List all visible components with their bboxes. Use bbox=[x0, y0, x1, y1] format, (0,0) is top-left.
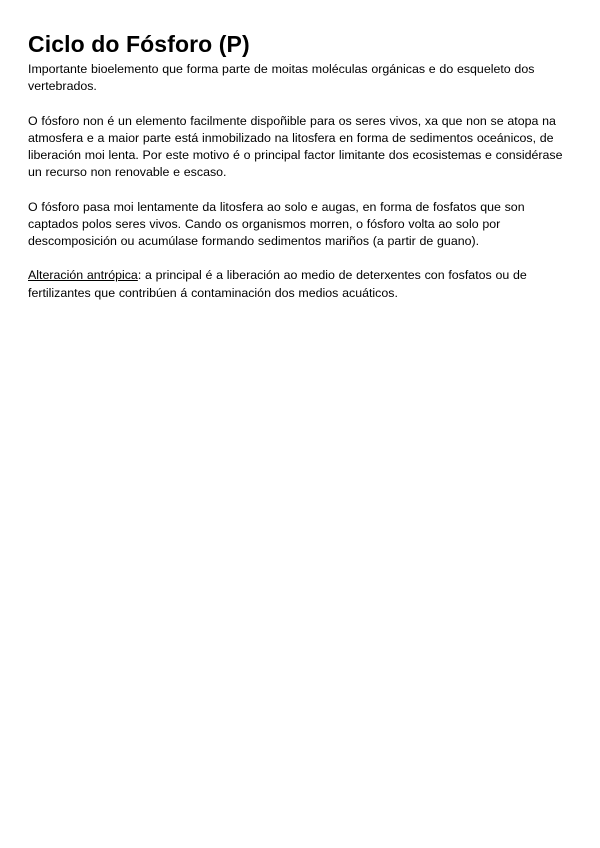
anthropic-label: Alteración antrópica bbox=[28, 268, 138, 283]
availability-paragraph: O fósforo non é un elemento facilmente dispoñible para os seres vivos, xa que non se atopa na atmosfera e a maior parte está inmobilizado na litosfera en forma de sedimentos oceánicos, de liberación moi lenta. Por este motivo é o principal factor limitante dos ecosistemas e considérase un recurso non renovable e escaso. bbox=[28, 113, 563, 180]
cycle-paragraph: O fósforo pasa moi lentamente da litosfera ao solo e augas, en forma de fosfatos que son captados polos seres vivos. Cando os organismos morren, o fósforo volta ao solo por descomposición ou acumúlase formando sedimentos mariños (a partir de guano). bbox=[28, 199, 525, 248]
anthropic-paragraph bbox=[28, 267, 568, 301]
page-title: Ciclo do Fósforo (P) bbox=[28, 31, 250, 57]
anthropic-text: : a principal é a liberación ao medio de deterxentes con fosfatos ou de fertilizantes que contribúen á contaminación dos medios acuáticos. bbox=[28, 268, 527, 300]
intro-paragraph: Importante bioelemento que forma parte de moitas moléculas orgánicas e do esqueleto dos vertebrados. bbox=[28, 62, 535, 94]
document-page bbox=[28, 30, 568, 319]
